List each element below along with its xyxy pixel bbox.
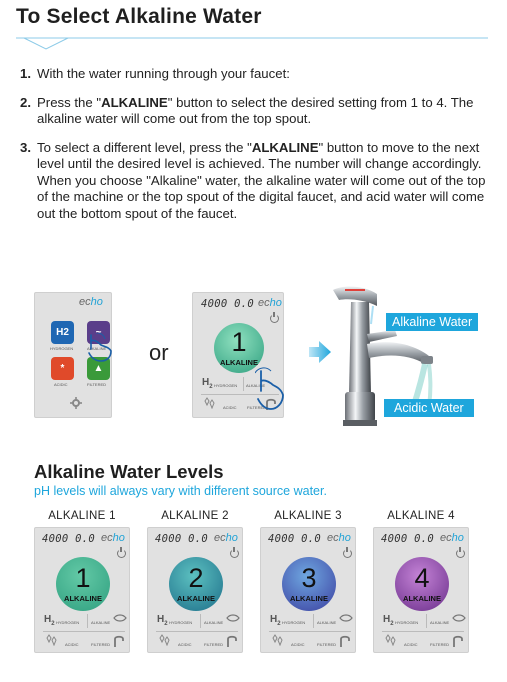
tds-readout: 4000 0.0	[42, 533, 95, 545]
hydrogen-icon[interactable]: $H_2$	[157, 614, 168, 627]
level-label: ALKALINE	[64, 594, 102, 603]
level-display	[395, 557, 449, 611]
level-heading: ALKALINE 2	[161, 510, 229, 522]
acidic-label: ACIDIC	[291, 642, 305, 647]
level-number: 1	[75, 563, 91, 593]
divider	[200, 614, 201, 628]
alkaline-label: ALKALINE	[246, 383, 266, 388]
step-3	[20, 140, 492, 223]
divider	[87, 614, 88, 628]
sparkle-icon: *	[60, 363, 65, 374]
sparkle-icon[interactable]	[384, 634, 396, 646]
alkaline-water-label: Alkaline Water	[386, 313, 478, 331]
echo-logo: echo	[258, 297, 282, 309]
acidic-label: ACIDIC	[65, 642, 79, 647]
step-2	[20, 95, 492, 128]
level-display	[169, 557, 223, 611]
hydrogen-label: HYDROGEN	[169, 620, 193, 625]
hydrogen-label: HYDROGEN	[56, 620, 80, 625]
step-text: With the water running through your faucet:	[37, 66, 290, 81]
step-keyword: ALKALINE	[251, 139, 319, 155]
level-panel	[373, 527, 469, 653]
water-drop-icon[interactable]	[226, 612, 240, 624]
divider	[243, 377, 244, 391]
water-drop-icon[interactable]	[339, 612, 353, 624]
faucet-icon: ▲	[93, 363, 104, 374]
tds-readout: 4000 0.0	[201, 298, 254, 310]
device-panel	[192, 292, 284, 418]
filtered-label: FILTERED	[204, 642, 224, 647]
divider	[382, 631, 464, 632]
hydrogen-label: HYDROGEN	[395, 620, 419, 625]
echo-logo: echo	[101, 532, 125, 544]
hydrogen-label: HYDROGEN	[50, 346, 74, 351]
faucet-icon[interactable]	[113, 634, 125, 648]
acidic-label: ACIDIC	[404, 642, 418, 647]
or-text: or	[149, 340, 169, 365]
step-number: 2.	[20, 94, 31, 110]
alkaline-label: ALKALINE	[91, 620, 111, 625]
sparkle-icon[interactable]	[203, 397, 215, 409]
power-icon[interactable]	[343, 549, 352, 558]
acidic-label: ACIDIC	[178, 642, 192, 647]
power-icon[interactable]	[230, 549, 239, 558]
filtered-label: FILTERED	[91, 642, 111, 647]
level-number: 1	[231, 327, 247, 357]
level-panel	[147, 527, 243, 653]
instruction-steps	[20, 66, 492, 234]
water-drop-icon: ~	[95, 327, 102, 338]
hydrogen-icon[interactable]: $H_2$	[383, 614, 394, 627]
power-icon[interactable]	[456, 549, 465, 558]
sparkle-icon[interactable]	[45, 634, 57, 646]
sparkle-icon[interactable]	[271, 634, 283, 646]
step-text-pre: To select a different level, press the "	[37, 139, 252, 155]
divider	[43, 631, 125, 632]
echo-logo: echo	[440, 532, 464, 544]
step-text-post: " button to move to the next level until the desired level is achieved. The number will change accordingly. When you choose "Alkaline" water, the alkaline water will come out of the top of the machine or the top spout of the digital faucet, and acid water will come out the bottom spout of the faucet.	[37, 139, 486, 221]
level-heading: ALKALINE 4	[387, 510, 455, 522]
faucet-icon[interactable]	[226, 634, 238, 648]
power-icon[interactable]	[270, 314, 279, 323]
level-label: ALKALINE	[403, 594, 441, 603]
step-keyword: ALKALINE	[101, 94, 168, 110]
level-number: 3	[301, 563, 317, 593]
level-label: ALKALINE	[290, 594, 328, 603]
level-display	[214, 323, 264, 373]
step-number: 1.	[20, 66, 31, 81]
acidic-button[interactable]	[51, 357, 74, 380]
divider	[426, 614, 427, 628]
acidic-label: ACIDIC	[223, 405, 237, 410]
filtered-label: FILTERED	[317, 642, 337, 647]
level-display	[282, 557, 336, 611]
acidic-water-label: Acidic Water	[384, 399, 474, 417]
echo-logo: echo	[79, 296, 103, 308]
echo-logo: echo	[214, 532, 238, 544]
alkaline-label: ALKALINE	[87, 346, 107, 351]
pointing-hand-icon	[87, 333, 113, 363]
power-icon[interactable]	[117, 549, 126, 558]
levels-title: Alkaline Water Levels	[34, 461, 224, 482]
level-display	[56, 557, 110, 611]
level-label: ALKALINE	[177, 594, 215, 603]
level-panel	[34, 527, 130, 653]
divider	[156, 631, 238, 632]
hydrogen-icon[interactable]: $H_2$	[270, 614, 281, 627]
step-text-pre: Press the "	[37, 94, 102, 110]
tds-readout: 4000 0.0	[155, 533, 208, 545]
gear-icon[interactable]	[70, 397, 82, 409]
filtered-label: FILTERED	[87, 382, 107, 387]
echo-logo: echo	[327, 532, 351, 544]
step-1	[20, 66, 492, 83]
hydrogen-label: HYDROGEN	[282, 620, 306, 625]
levels-subtitle: pH levels will always vary with different source water.	[34, 484, 327, 498]
hydrogen-button[interactable]: H2	[51, 321, 74, 344]
hydrogen-icon[interactable]: $H_2$	[44, 614, 55, 627]
faucet-icon[interactable]	[339, 634, 351, 648]
alkaline-label: ALKALINE	[317, 620, 337, 625]
hydrogen-label: HYDROGEN	[214, 383, 238, 388]
level-heading: ALKALINE 3	[274, 510, 342, 522]
acidic-label: ACIDIC	[54, 382, 68, 387]
menu-panel	[34, 292, 112, 418]
level-number: 2	[188, 563, 204, 593]
sparkle-icon[interactable]	[158, 634, 170, 646]
tds-readout: 4000 0.0	[381, 533, 434, 545]
tds-readout: 4000 0.0	[268, 533, 321, 545]
water-drop-icon[interactable]	[113, 612, 127, 624]
level-heading: ALKALINE 1	[48, 510, 116, 522]
divider	[269, 631, 351, 632]
faucet-icon[interactable]	[452, 634, 464, 648]
step-number: 3.	[20, 139, 31, 155]
water-drop-icon[interactable]	[452, 612, 466, 624]
level-label: ALKALINE	[220, 358, 258, 367]
filtered-label: FILTERED	[247, 405, 267, 410]
title-underline	[16, 36, 488, 52]
page-title: To Select Alkaline Water	[16, 5, 262, 28]
alkaline-label: ALKALINE	[204, 620, 224, 625]
pointing-hand-icon	[255, 367, 285, 413]
level-number: 4	[414, 563, 430, 593]
divider	[313, 614, 314, 628]
hydrogen-icon[interactable]: $H_2$	[202, 377, 213, 390]
level-panel	[260, 527, 356, 653]
step-text-post: " button to select the desired setting from 1 to 4. The alkaline water will come out from the top spout.	[37, 94, 474, 126]
alkaline-label: ALKALINE	[430, 620, 450, 625]
filtered-label: FILTERED	[430, 642, 450, 647]
